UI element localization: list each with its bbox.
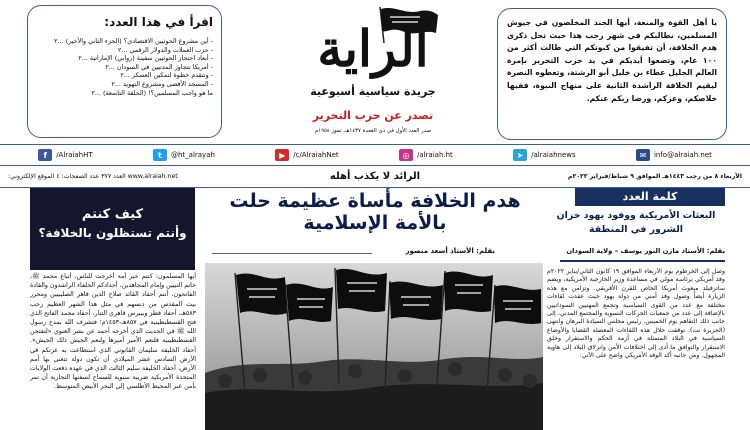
facebook-label: /AlraiahHT <box>56 151 93 159</box>
editorial-tag: كلمة العدد <box>575 188 725 206</box>
protest-photo <box>205 263 543 430</box>
masthead <box>262 5 484 142</box>
main-byline: بقلم: الأستاذ أسعد منصور <box>405 247 495 255</box>
twitter-label: @ht_alrayah <box>170 151 215 159</box>
telegram-icon: ➤ <box>513 149 527 161</box>
promo-line-2: وأنتم تستظلون بالخلافة؟ <box>38 226 187 240</box>
issue-date: الأربعاء ٨ من رجب ١٤٤٣هـ الموافق ٩ شباط/فبراير ٢٠٢٢م <box>567 173 742 180</box>
editorial-text: وصل إلى الخرطوم يوم الأربعاء الموافق ١٩ كانون الثاني/يناير ٢٠٢٢م وفد أمريكي برئاسة مولي في مساعدة وزير الخارجية الأمريكية، ويضم ساترفيلد مبعوث أمريكا الخاص للقرن الأفريقي. وتزامن مع هذه الزيارة أيضاً وصول وفد أمني من دولة يهود حيث عقدت لقاءات مختلفة مع عدد من القوى السياسية وتجمع المهنيين السودانيين بالإضافة إلى عدد من جمعيات الحركات النسوية والمجتمع المدني، إلى جانب ذلك التقاهم يوم الخميس. رئيس مجلس السيادة البرهان وانتهى (الجزيرة نت). توقفت خلال هذه اللقاءات المعضلة القضايا والأوضاع السياسية في البلاد المتمثلة في أزمة الحكم والاستقرار وخلق الاستقرار والتوافق ما أدى إلى اختلافات الأمن وانزلاق البلاد إلى هاوية المجهول. ومن جانبه أكد الوفد الأمريكي واضح على الآتي: <box>547 268 725 360</box>
contents-item[interactable]: - أمريكا تتجاوز المدنيين في السودان ...٢ <box>105 62 213 71</box>
social-link-youtube[interactable] <box>275 149 338 161</box>
contents-item[interactable]: - حزب العملات والدولار الرقمي ...٢ <box>117 45 213 54</box>
newspaper-logo: الراية <box>317 19 429 78</box>
youtube-icon: ▶ <box>275 149 289 161</box>
contents-item[interactable]: - المسجد الأقصى ومشروع التهويد ...٢ <box>111 79 213 88</box>
contents-list <box>36 37 213 97</box>
contents-item[interactable]: - أين مشروع الحوثيين الاقتصادي؟ (الجزء الثاني والأخير) ...٢ <box>54 37 213 45</box>
instagram-label: /alraiah.ht <box>416 151 453 159</box>
issue-bar <box>0 166 750 188</box>
social-bar <box>0 144 750 166</box>
promo-line-1: كيف كنتم <box>81 207 144 222</box>
newspaper-subtitle: جريدة سياسية أسبوعية <box>310 85 436 98</box>
main-headline[interactable]: هدم الخلافة مأساة عظيمة حلت بالأمة الإسلامية <box>229 190 521 234</box>
newspaper-tagline: تصدر عن حزب التحرير <box>312 109 434 122</box>
contents-item[interactable]: - وتتقدم خطوة لتمكين العسكر ...٢ <box>120 71 213 80</box>
telegram-label: /alraiahnews <box>531 151 576 159</box>
facebook-icon: f <box>38 149 52 161</box>
issue-info[interactable]: www.alraiah.net العدد ٣٧٧ عدد الصفحات: ٤ الموقع الإلكتروني: <box>8 173 178 180</box>
instagram-icon: ◎ <box>399 149 413 161</box>
issue-contents-box <box>27 5 222 138</box>
email-icon: ✉ <box>636 149 650 161</box>
social-link-twitter[interactable] <box>153 149 215 161</box>
editorial-title[interactable]: البعثات الأمريكية ووفود يهود خزان الشرور في المنطقة <box>556 210 716 235</box>
appeal-text: يا أهل القوة والمنعة، أيها الجند المخلصون في جيوش المسلمين، نطالبكم في شهر رجب هذا حيث تحل ذكرى هدم الخلافة، أن تفيقوا من كبوتكم التي طالت أكثر من ١٠٠ عام، وتضعوا أيديكم في يد حزب التحرير بإمرة العالم الجليل عطاء بن خليل أبو الرشتة، وتعطوه النصرة ليقيم الخلافة الراشدة الثانية على منهاج النبوة، ففيها خلاصكم، وعزكم، ورضا ربكم عنكم. <box>507 18 717 103</box>
contents-item[interactable]: - أبعاد احتجاز الحوثيين سفينة (روابي) الإماراتية ...٢ <box>78 54 213 63</box>
social-link-email[interactable] <box>636 149 712 161</box>
social-link-facebook[interactable] <box>38 149 92 161</box>
editorial-author: بقلم: الأستاذ مازن النور يوسف – ولاية السودان <box>566 247 725 255</box>
left-column-text: أيها المسلمون: كنتم خير أمة أخرجت للناس، أتباع محمد ﷺ، خاتم النبيين وإمام المجاهدين، أجدادكم الخلفاء الراشدون والقادة الفاتحون، أنتم أحفاد القائد صلاح الدين قاهر الصليبيين ومحرر بيت المقدس من دنسهم في مثل هذا الشهر العظيم رجب ٥٨٣هـ، أحفاد قطز وبيبرس قاهري التتار، أحفاد محمد الفاتح الذي فتح القسطنطينية في ٨٥٧هـ-١٤٥٣م؛ فتشرف الله بمدح رسول الله ﷺ في الحديث الذي أخرجه أحمد عن بشر الغنوي «لتفتحن القسطنطينية فلنعم الأمير أميرها ولنعم الجيش ذلك الجيش». أحفاد الخليفة سليمان القانوني الذي استطاعت به عزتكم في الأرض السادس عشر الميلادي أن تكون دولة تتغنى بها أمم الأرض، أحفاد الخليفة سليم الثالث الذي في عهده دفعت الولايات المتحدة الأمريكية ضريبة سنوية للسماح لسفنها التجارية أن تمر بأمن عبر المحيط الأطلسي إلى البحر الأبيض المتوسط. <box>30 273 196 391</box>
email-label: info@alraiah.net <box>653 151 712 159</box>
promo-box[interactable] <box>30 188 195 270</box>
social-link-instagram[interactable] <box>399 149 453 161</box>
appeal-box <box>497 8 727 140</box>
contents-title: اقرأ في هذا العدد: <box>104 15 213 29</box>
twitter-icon: t <box>153 149 167 161</box>
editorial-divider <box>560 260 725 262</box>
contents-item[interactable]: ما هو واجب المسلمين؟! (الحلقة التاسعة) ...٢ <box>91 88 213 97</box>
social-link-telegram[interactable] <box>513 149 576 161</box>
slogan: الرائد لا يكذب أهله <box>329 171 421 182</box>
first-issue-note: صدر العدد الأول في ذي القعدة ١٤٣٧هـ، تموز ١٩٥٤م <box>314 128 432 134</box>
youtube-label: /c/AlraiahNet <box>293 151 339 159</box>
